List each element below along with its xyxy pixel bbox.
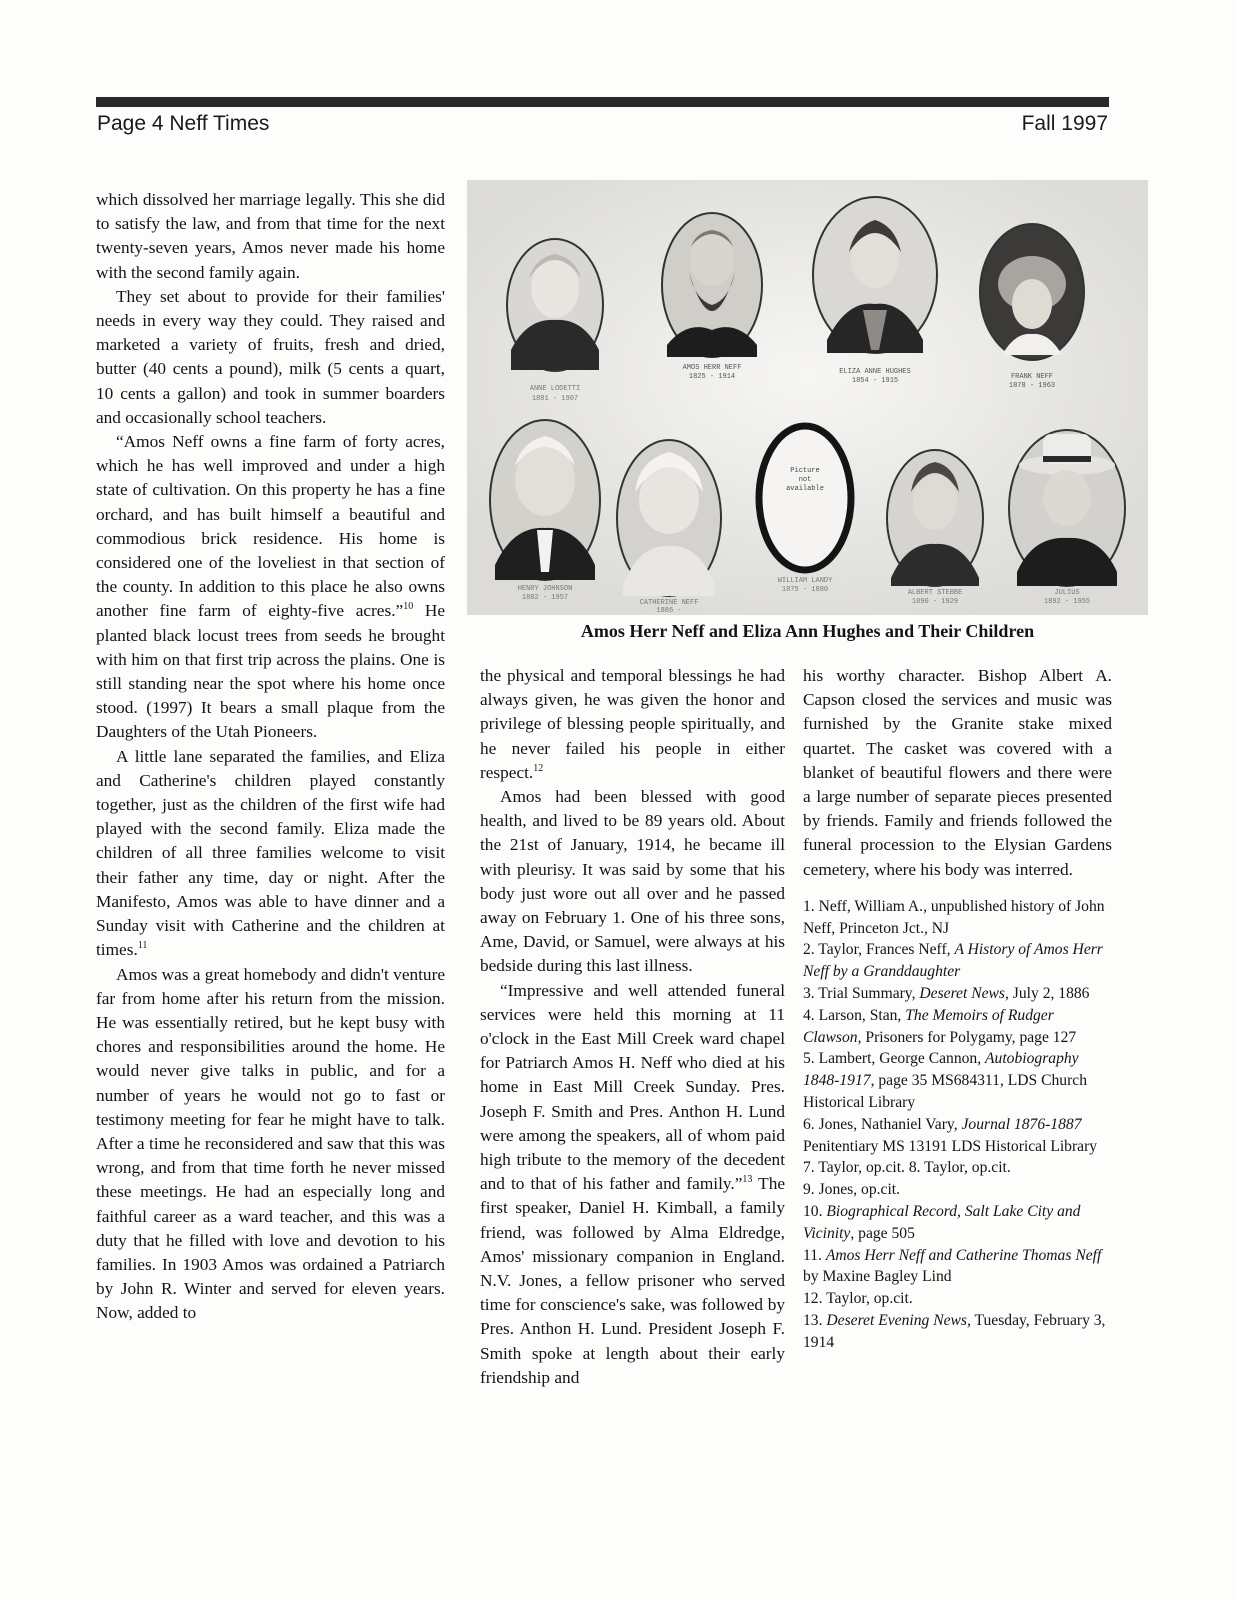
footnote: 5. Lambert, George Cannon, Autobiography 1848-1917, page 35 MS684311, LDS Church Historical Library (803, 1050, 1088, 1111)
portrait-placeholder-oval (759, 426, 851, 570)
portrait-eliza-ann-hughes (813, 197, 937, 353)
placeholder-text: Picture (790, 467, 820, 475)
portrait-label-name: FRANK NEFF (1010, 373, 1054, 381)
portrait-label-years: 1878 - 1963 (1008, 382, 1056, 390)
portrait-label-years: 1892 - 1955 (1043, 598, 1091, 606)
page-header-title: Page 4 Neff Times (97, 112, 270, 135)
article-column-1 (96, 188, 445, 1326)
footnote: 3. Trial Summary, Deseret News, July 2, 1886 (803, 985, 1090, 1003)
portrait-label-name: CATHERINE NEFF (639, 599, 699, 607)
paragraph: Amos was a great homebody and didn't venture far from home after his return from the mission. He was essentially retired, but he kept busy with chores and responsibilities around the home. He would never give talks in public, and for a number of years he would not go to fast or testimony meeting for fear he might have to talk. After a time he reconsidered and saw that this was wrong, and from that time forth he never missed these meetings. He had an especially long and faithful career as a ward teacher, and this was a duty that he filled with love and devotion to his families. In 1903 Amos was ordained a Patriarch by John R. Winter and served for eleven years. Now, added to (96, 964, 445, 1323)
article-column-2 (480, 664, 785, 1390)
footnote-ref: 12 (533, 763, 544, 775)
footnote: 11. Amos Herr Neff and Catherine Thomas Neff by Maxine Bagley Lind (803, 1246, 1102, 1286)
paragraph-text: the physical and temporal blessings he had always given, he was given the honor and privilege of blessing people spiritually, and he never failed his people in either respect. (480, 666, 785, 782)
footnote: 2. Taylor, Frances Neff, A History of Amos Herr Neff by a Granddaughter (803, 941, 1103, 981)
portrait-man-2 (490, 420, 600, 580)
portrait-label-years: 1882 - 1957 (521, 594, 569, 602)
portrait-label-years: 1854 - 1915 (851, 377, 899, 385)
footnote: 4. Larson, Stan, The Memoirs of Rudger Clawson, Prisoners for Polygamy, page 127 (803, 1006, 1077, 1046)
footnote: 1. Neff, William A., unpublished history of John Neff, Princeton Jct., NJ (803, 897, 1105, 937)
placeholder-text: not (798, 476, 812, 484)
paragraph (480, 979, 785, 1390)
portrait-label-name: ELIZA ANNE HUGHES (839, 368, 911, 376)
portrait-label-years: 1881 - 1907 (531, 395, 579, 403)
portrait-young-man (887, 450, 983, 586)
family-photo (467, 180, 1148, 615)
portrait-catherine-neff (617, 440, 721, 596)
portrait-label-name: JULIUS (1054, 589, 1080, 597)
paragraph: his worthy character. Bishop Albert A. Capson closed the services and music was furnished by the Granite stake mixed quartet. The casket was covered with a blanket of beautiful flowers and there were a large number of separate pieces presented by friends. Family and friends followed the funeral procession to the Elysian Gardens cemetery, where his body was interred. (803, 666, 1112, 879)
photo-caption: Amos Herr Neff and Eliza Ann Hughes and Their Children (580, 621, 1035, 641)
placeholder-text: available (786, 485, 824, 493)
paragraph (96, 430, 445, 745)
paragraph-text: A little lane separated the families, and Eliza and Catherine's children played constantly together, just as the children of the first wife had played with the second family. Eliza made the children of all three families welcome to visit their father any time, day or night. After the Manifesto, Amos was able to have dinner and a Sunday visit with Catherine and the children at times. (96, 746, 445, 960)
portrait-label-name: AMOS HERR NEFF (682, 364, 742, 372)
portrait-frank-neff (980, 224, 1084, 360)
footnote: 12. Taylor, op.cit. (803, 1290, 913, 1308)
paragraph: Amos had been blessed with good health, and lived to be 89 years old. About the 21st of January, 1914, he became ill with pleurisy. It was said by some that his body just wore out all over and he passed away on February 1. One of his three sons, Ame, David, or Samuel, were always at his bedside during this last illness. (480, 787, 785, 976)
footnotes-list (803, 896, 1112, 1354)
paragraph: which dissolved her marriage legally. This she did to satisfy the law, and from that time for the next twenty-seven years, Amos never made his home with the second family again. (96, 190, 445, 282)
quote-text: “Impressive and well attended funeral services were held this morning at 11 o'clock in the East Mill Creek ward chapel for Patriarch Amos H. Neff who died at his home in East Mill Creek Sunday. Pres. Joseph F. Smith and Pres. Anthon H. Lund were among the speakers, all of whom paid high tribute to the memory of the decedent and to that of his father and family.” (480, 980, 785, 1194)
footnote-ref: 13 (742, 1174, 753, 1186)
portrait-label-name: ALBERT STEBBE (907, 589, 963, 597)
portrait-label-name: ANNE LODETTI (529, 385, 581, 393)
footnote: 10. Biographical Record, Salt Lake City and Vicinity, page 505 (803, 1202, 1081, 1242)
footnote: 6. Jones, Nathaniel Vary, Journal 1876-1887 Penitentiary MS 13191 LDS Historical Library (803, 1115, 1098, 1155)
footnote-ref: 11 (137, 940, 148, 952)
family-portrait-collage (467, 180, 1148, 615)
paragraph-text: The first speaker, Daniel H. Kimball, a family friend, was followed by Alma Eldredge, Amos' missionary companion in England. N.V. Jones, a fellow prisoner who served time for conscience's sake, was followed by Pres. Anthon H. Lund. President Joseph F. Smith spoke at length about their early friendship and (480, 1174, 786, 1387)
footnote: 9. Jones, op.cit. (803, 1181, 901, 1199)
portrait-label-years: 1825 - 1914 (688, 373, 736, 381)
portrait-label-years: 1875 - 1880 (781, 586, 829, 594)
paragraph (480, 664, 785, 785)
article-column-3 (803, 664, 1112, 1354)
portrait-label-name: HENRY JOHNSON (517, 585, 573, 593)
paragraph (96, 745, 445, 963)
portrait-woman-1 (507, 239, 603, 371)
portrait-label-name: WILLIAM LANDY (777, 577, 833, 585)
footnote-ref: 10 (403, 601, 414, 613)
quote-text: “Amos Neff owns a fine farm of forty acres, which he has well improved and under a high state of cultivation. On this property he has a fine orchard, and has built himself a beautiful and commodious brick residence. His home is considered one of the loveliest in that section of the county. In addition to this place he also owns another fine farm of eighty-five acres.” (96, 432, 445, 621)
page-header-season: Fall 1997 (1021, 112, 1108, 135)
footnote: 13. Deseret Evening News, Tuesday, February 3, 1914 (803, 1311, 1106, 1351)
paragraph-text: He planted black locust trees from seeds he brought with him on that first trip across the plains. One is still standing near the spot where his home once stood. (1997) It bears a small plaque from the Daughters of the Utah Pioneers. (96, 601, 445, 742)
paragraph: They set about to provide for their families' needs in every way they could. They raised and marketed a variety of fruits, fresh and dried, butter (40 cents a pound), milk (5 cents a quart, 10 cents a gallon) and took in summer boarders and occasionally school teachers. (96, 286, 445, 427)
header-rule (96, 97, 1109, 107)
portrait-label-years: 1886 - (656, 607, 682, 615)
portrait-man-with-hat (1009, 430, 1125, 586)
footnote: 7. Taylor, op.cit. 8. Taylor, op.cit. (803, 1159, 1011, 1177)
portrait-label-years: 1890 - 1929 (911, 598, 959, 606)
portrait-amos-herr-neff (662, 213, 762, 357)
